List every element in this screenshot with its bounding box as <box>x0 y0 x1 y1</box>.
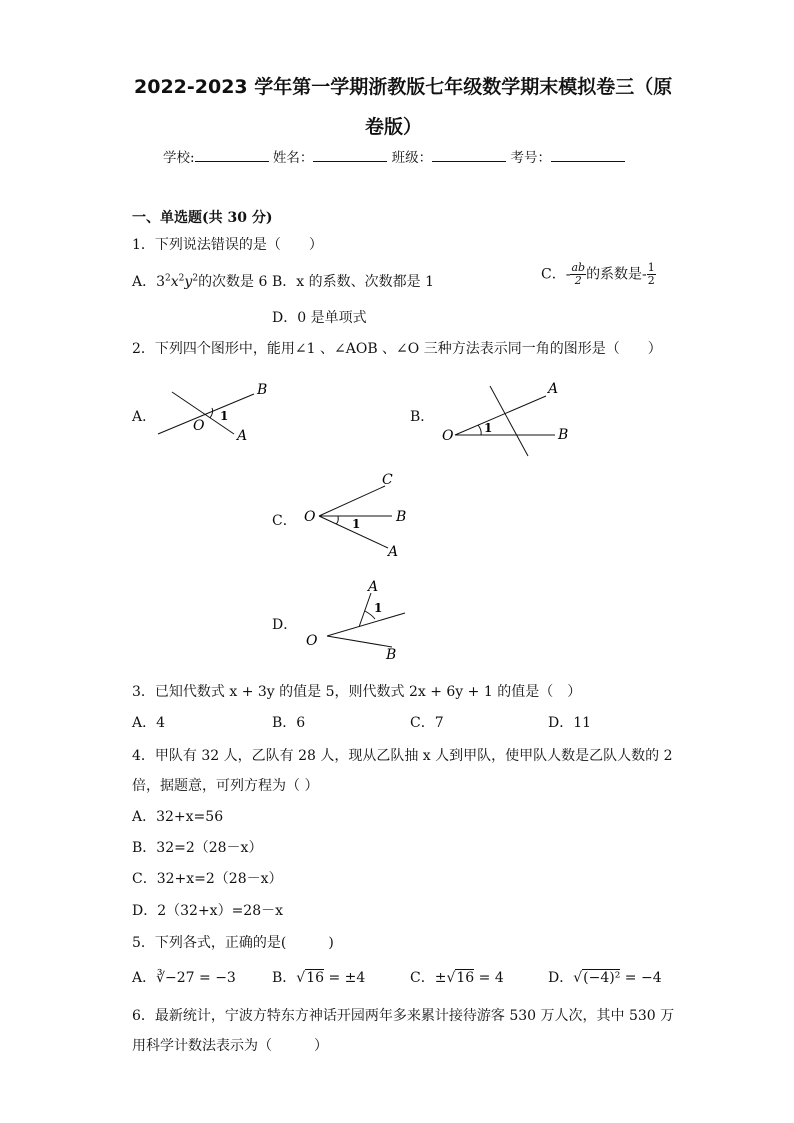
question-2-label-d: D． <box>272 617 298 633</box>
svg-text:B: B <box>396 509 407 525</box>
question-2-label-c: C． <box>272 513 297 529</box>
svg-text:C: C <box>382 472 393 488</box>
question-5-stem: 5．下列各式，正确的是( ) <box>132 935 334 951</box>
question-4-option-b: B．32=2（28－x） <box>132 840 263 856</box>
question-4-option-c: C．32+x=2（28－x） <box>132 871 283 887</box>
figure-c <box>300 470 420 565</box>
svg-text:A: A <box>548 381 559 397</box>
page-title-line1: 2022-2023 学年第一学期浙教版七年级数学期末模拟卷三（原 <box>134 76 673 98</box>
svg-text:O: O <box>306 633 318 649</box>
name-field[interactable] <box>313 147 387 162</box>
figure-a <box>150 378 280 448</box>
page-title-line2: 卷版） <box>365 116 423 138</box>
school-label: 学校: <box>163 150 195 166</box>
question-4-option-d: D．2（32+x）=28－x <box>132 903 284 919</box>
class-field[interactable] <box>432 147 506 162</box>
question-6-stem-line1: 6．最新统计，宁波方特东方神话开园两年多来累计接待游客 530 万人次，其中 530 万 <box>132 1008 675 1024</box>
question-3-option-a: A．4 <box>132 715 166 731</box>
question-3-option-c: C．7 <box>410 715 444 731</box>
figure-d <box>302 575 422 665</box>
question-1-option-b: B．x 的系数、次数都是 1 <box>272 274 434 290</box>
exam-no-label: 考号： <box>510 150 551 166</box>
name-label: 姓名： <box>272 150 314 166</box>
school-field[interactable] <box>195 147 269 162</box>
question-1-option-c: C．- $\frac{ab}{2}$ 的系数是- $\frac{1}{2}$ <box>541 261 655 287</box>
question-3-stem: 3．已知代数式 x + 3y 的值是 5，则代数式 2x + 6y + 1 的值是（ ） <box>132 684 582 700</box>
question-5-option-b: B．√16 = ±4 <box>272 970 366 986</box>
question-4-option-a: A．32+x=56 <box>132 809 224 825</box>
question-2-stem: 2．下列四个图形中，能用∠1 、∠AOB 、∠O 三种方法表示同一角的图形是（ ） <box>132 341 662 357</box>
question-4-stem-line1: 4．甲队有 32 人，乙队有 28 人，现从乙队抽 x 人到甲队，使甲队人数是乙队人数的 2 <box>132 748 673 764</box>
svg-text:1: 1 <box>374 601 383 615</box>
question-5-option-a: A．∛−27 = −3 <box>132 970 236 986</box>
question-3-option-b: B．6 <box>272 715 306 731</box>
class-label: 班级： <box>391 150 433 166</box>
svg-text:B: B <box>558 427 569 443</box>
svg-text:A: A <box>388 544 399 560</box>
question-6-stem-line2: 用科学计数法表示为（ ） <box>132 1038 328 1054</box>
student-info-row <box>163 146 625 166</box>
svg-text:A: A <box>237 428 248 444</box>
question-2-label-a: A． <box>132 409 157 425</box>
question-1-stem: 1．下列说法错误的是（ ） <box>132 237 323 253</box>
svg-text:A: A <box>368 579 379 595</box>
question-5-option-d: D．√(−4)² = −4 <box>548 970 662 986</box>
svg-text:O: O <box>304 509 316 525</box>
svg-text:1: 1 <box>220 409 229 423</box>
question-3-option-d: D．11 <box>548 715 592 731</box>
svg-text:O: O <box>193 418 205 434</box>
question-5-option-c: C．±√16 = 4 <box>410 970 504 986</box>
question-2-label-b: B． <box>410 409 435 425</box>
svg-text:1: 1 <box>352 517 361 531</box>
question-1-option-d: D．0 是单项式 <box>272 310 367 326</box>
svg-text:O: O <box>442 428 454 444</box>
question-1-option-a: A．$3^2x^2y^2$的次数是 6 <box>132 273 268 290</box>
question-4-stem-line2: 倍，据题意，可列方程为（ ） <box>132 778 319 794</box>
figure-b <box>438 378 578 458</box>
section-title: 一、单选题(共 30 分) <box>132 210 273 226</box>
svg-text:B: B <box>386 647 397 663</box>
svg-text:1: 1 <box>484 421 493 435</box>
exam-no-field[interactable] <box>551 147 625 162</box>
svg-text:B: B <box>257 382 268 398</box>
